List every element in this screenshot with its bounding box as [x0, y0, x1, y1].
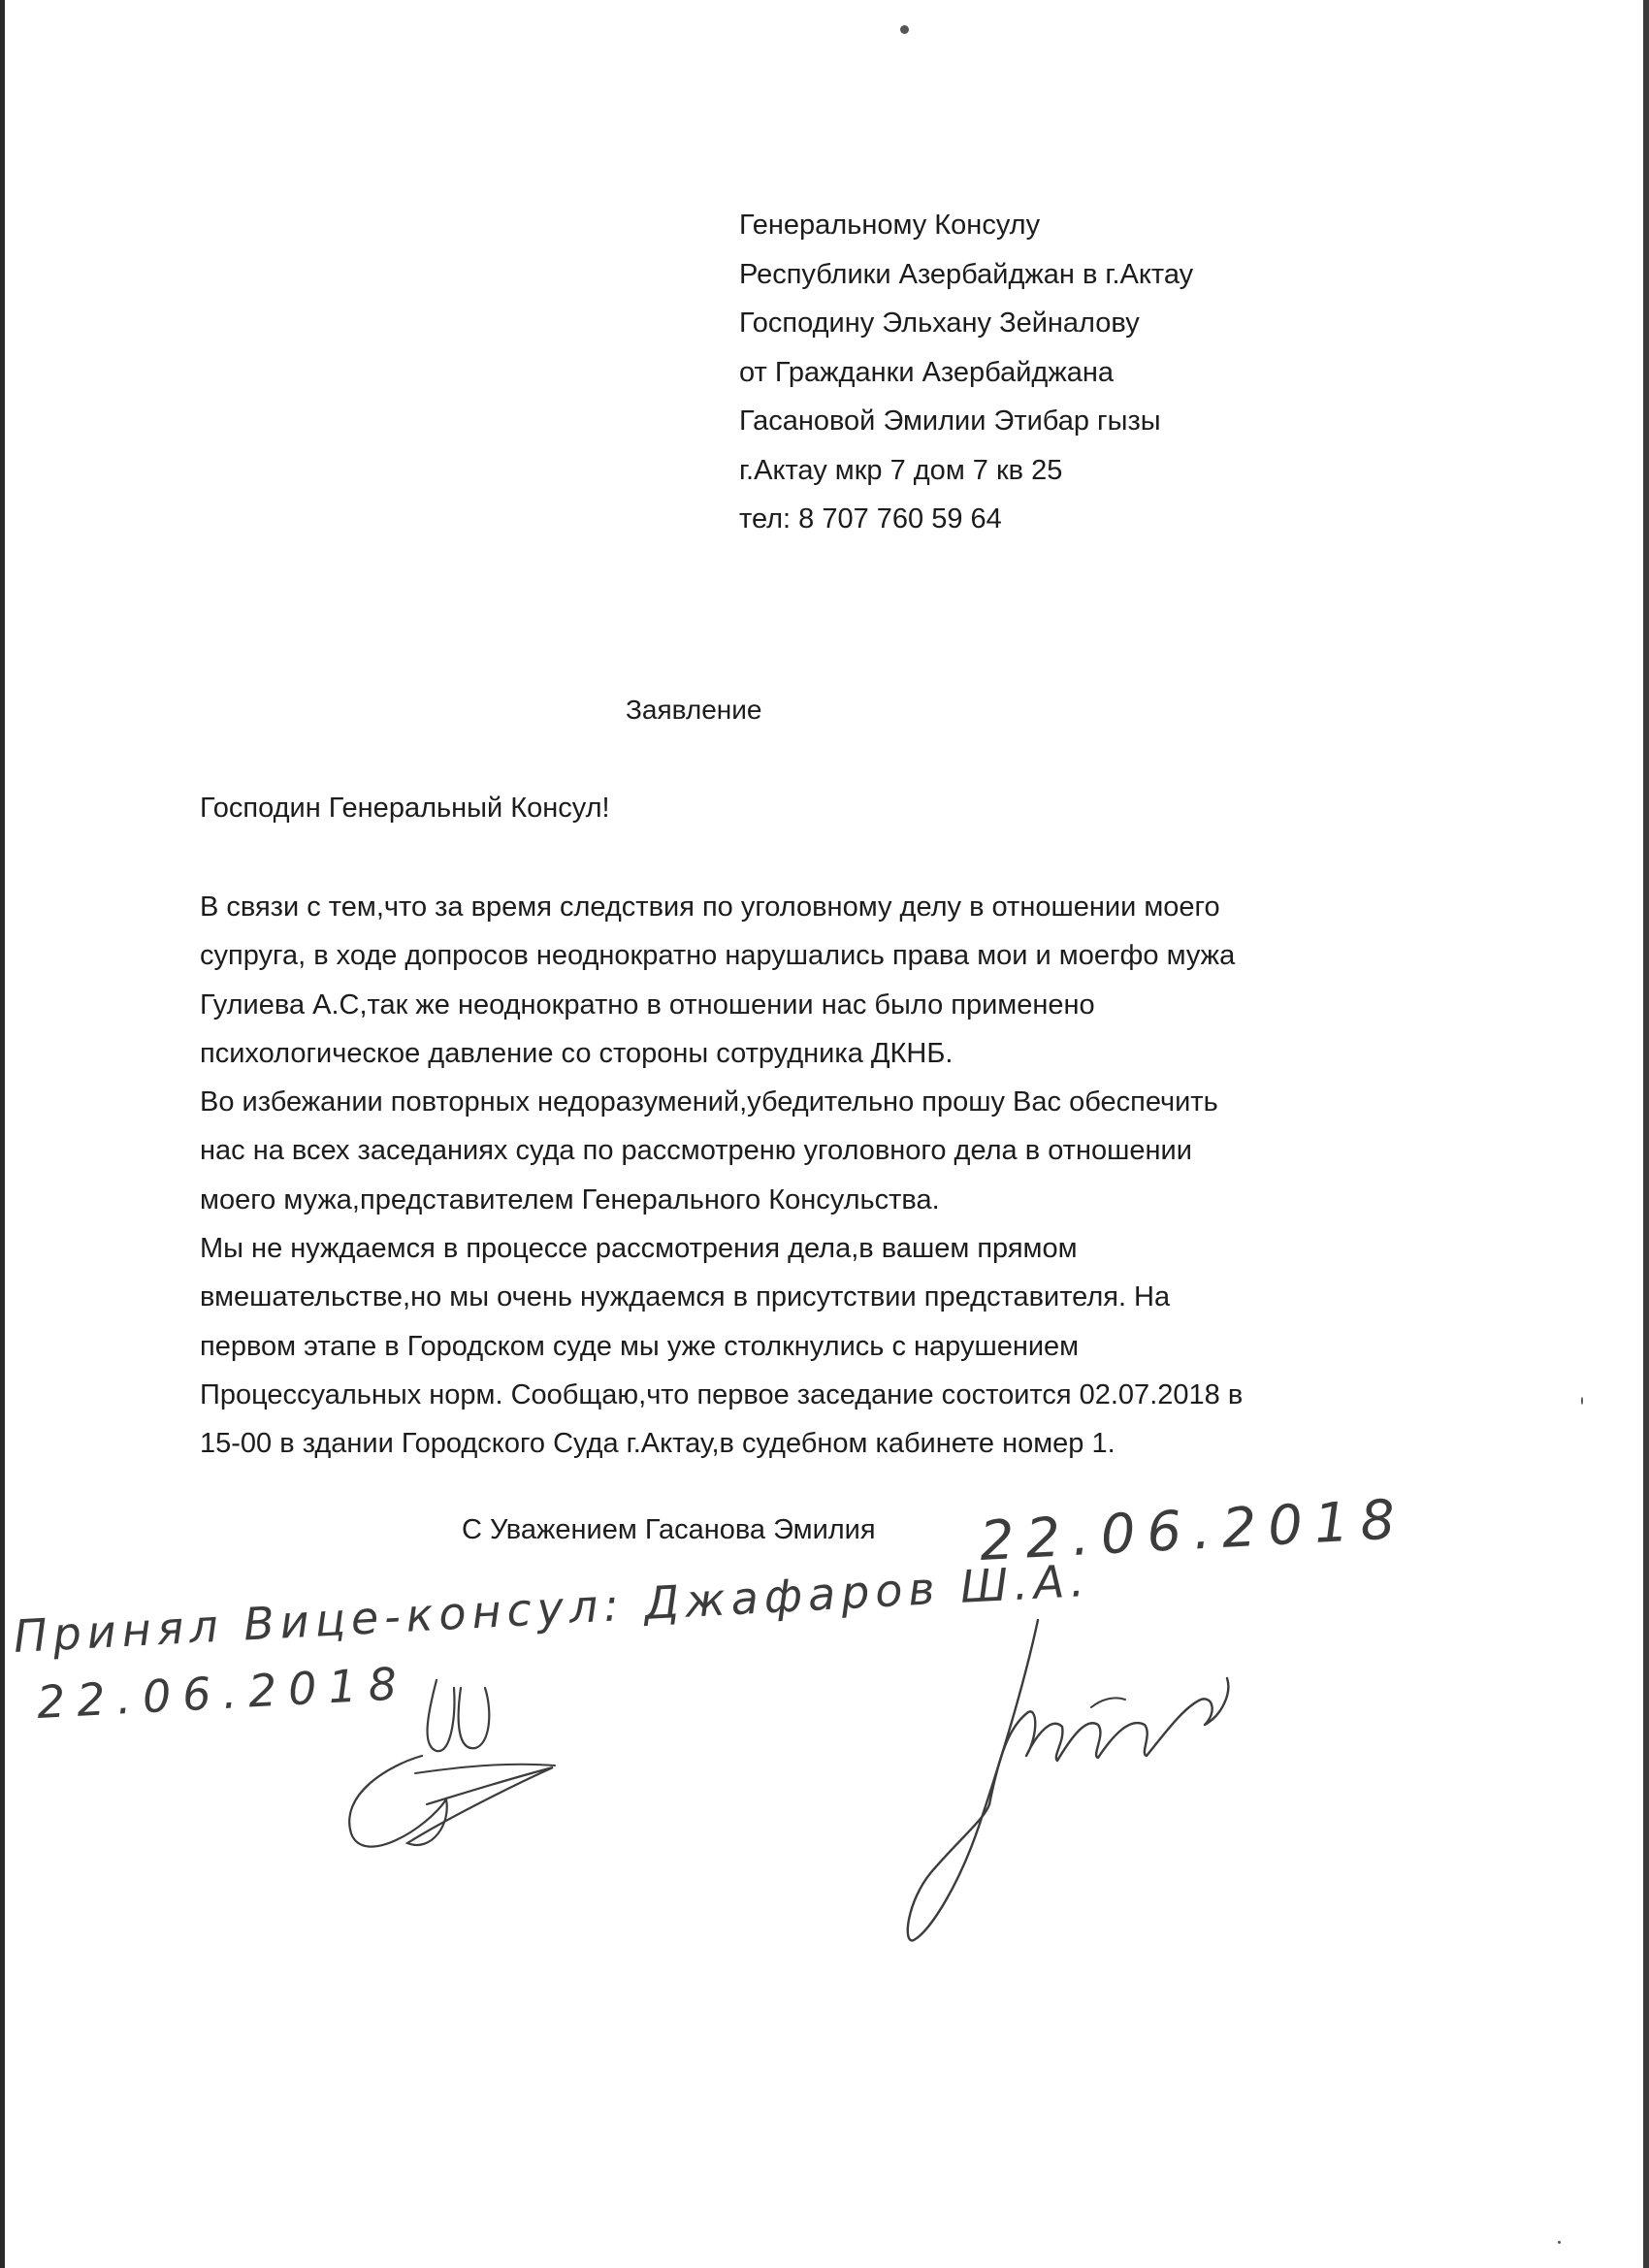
body-line: Мы не нуждаемся в процессе рассмотрения дела,в вашем прямом: [200, 1233, 1078, 1265]
applicant-signature: [892, 1610, 1261, 1960]
body-line: Гулиева А.С,так же неоднократно в отношении нас было применено: [200, 988, 1095, 1021]
body-line: нас на всех заседаниях суда по рассмотреню уголовного дела в отношении: [200, 1135, 1192, 1167]
recipient-line: Генеральному Консулу: [739, 210, 1041, 241]
closing-line: С Уважением Гасанова Эмилия: [462, 1514, 876, 1545]
greeting: Господин Генеральный Консул!: [200, 793, 610, 824]
sender-name: Гасановой Эмилии Этибар гызы: [739, 405, 1161, 437]
vice-consul-signature: [330, 1659, 582, 1892]
scan-speck: [900, 25, 909, 34]
scan-speck: [1581, 1397, 1583, 1405]
document-title: Заявление: [626, 695, 762, 725]
body-line: первом этапе в Городском суде мы уже столкнулись с нарушением: [200, 1330, 1080, 1362]
letter-body: [200, 883, 1243, 1469]
sender-address: г.Актау мкр 7 дом 7 кв 25: [739, 454, 1063, 486]
sender-phone: тел: 8 707 760 59 64: [739, 503, 1002, 535]
sender-line: от Гражданки Азербайджана: [739, 356, 1115, 388]
scan-edge-left: [0, 0, 5, 2268]
body-line: В связи с тем,что за время следствия по уголовному делу в отношении моего: [200, 891, 1220, 923]
body-line: Процессуальных норм. Сообщаю,что первое заседание состоится 02.07.2018 в: [200, 1378, 1244, 1410]
body-line: Во избежании повторных недоразумений,убедительно прошу Вас обеспечить: [200, 1086, 1218, 1118]
body-line: моего мужа,представителем Генерального Консульства.: [200, 1183, 940, 1215]
handwritten-date-left: 22.06.2018: [35, 1656, 410, 1729]
body-line: 15-00 в здании Городского Суда г.Актау,в судебном кабинете номер 1.: [200, 1428, 1116, 1460]
body-line: психологическое давление со стороны сотрудника ДКНБ.: [200, 1037, 954, 1069]
scan-edge-right: [1643, 0, 1649, 2268]
body-line: супруга, в ходе допросов неоднократно нарушались права мои и моегфо мужа: [200, 940, 1236, 972]
recipient-line: Республики Азербайджан в г.Актау: [739, 258, 1194, 290]
scan-speck: [1558, 2241, 1561, 2244]
recipient-block: [739, 201, 1193, 544]
body-line: вмешательстве,но мы очень нуждаемся в присутствии представителя. На: [200, 1281, 1171, 1313]
handwritten-received-note: Принял Вице-консул: Джафаров Ш.А.: [12, 1553, 1092, 1663]
handwritten-date-right: 22.06.2018: [978, 1487, 1408, 1573]
recipient-line: Господину Эльхану Зейналову: [739, 308, 1140, 339]
